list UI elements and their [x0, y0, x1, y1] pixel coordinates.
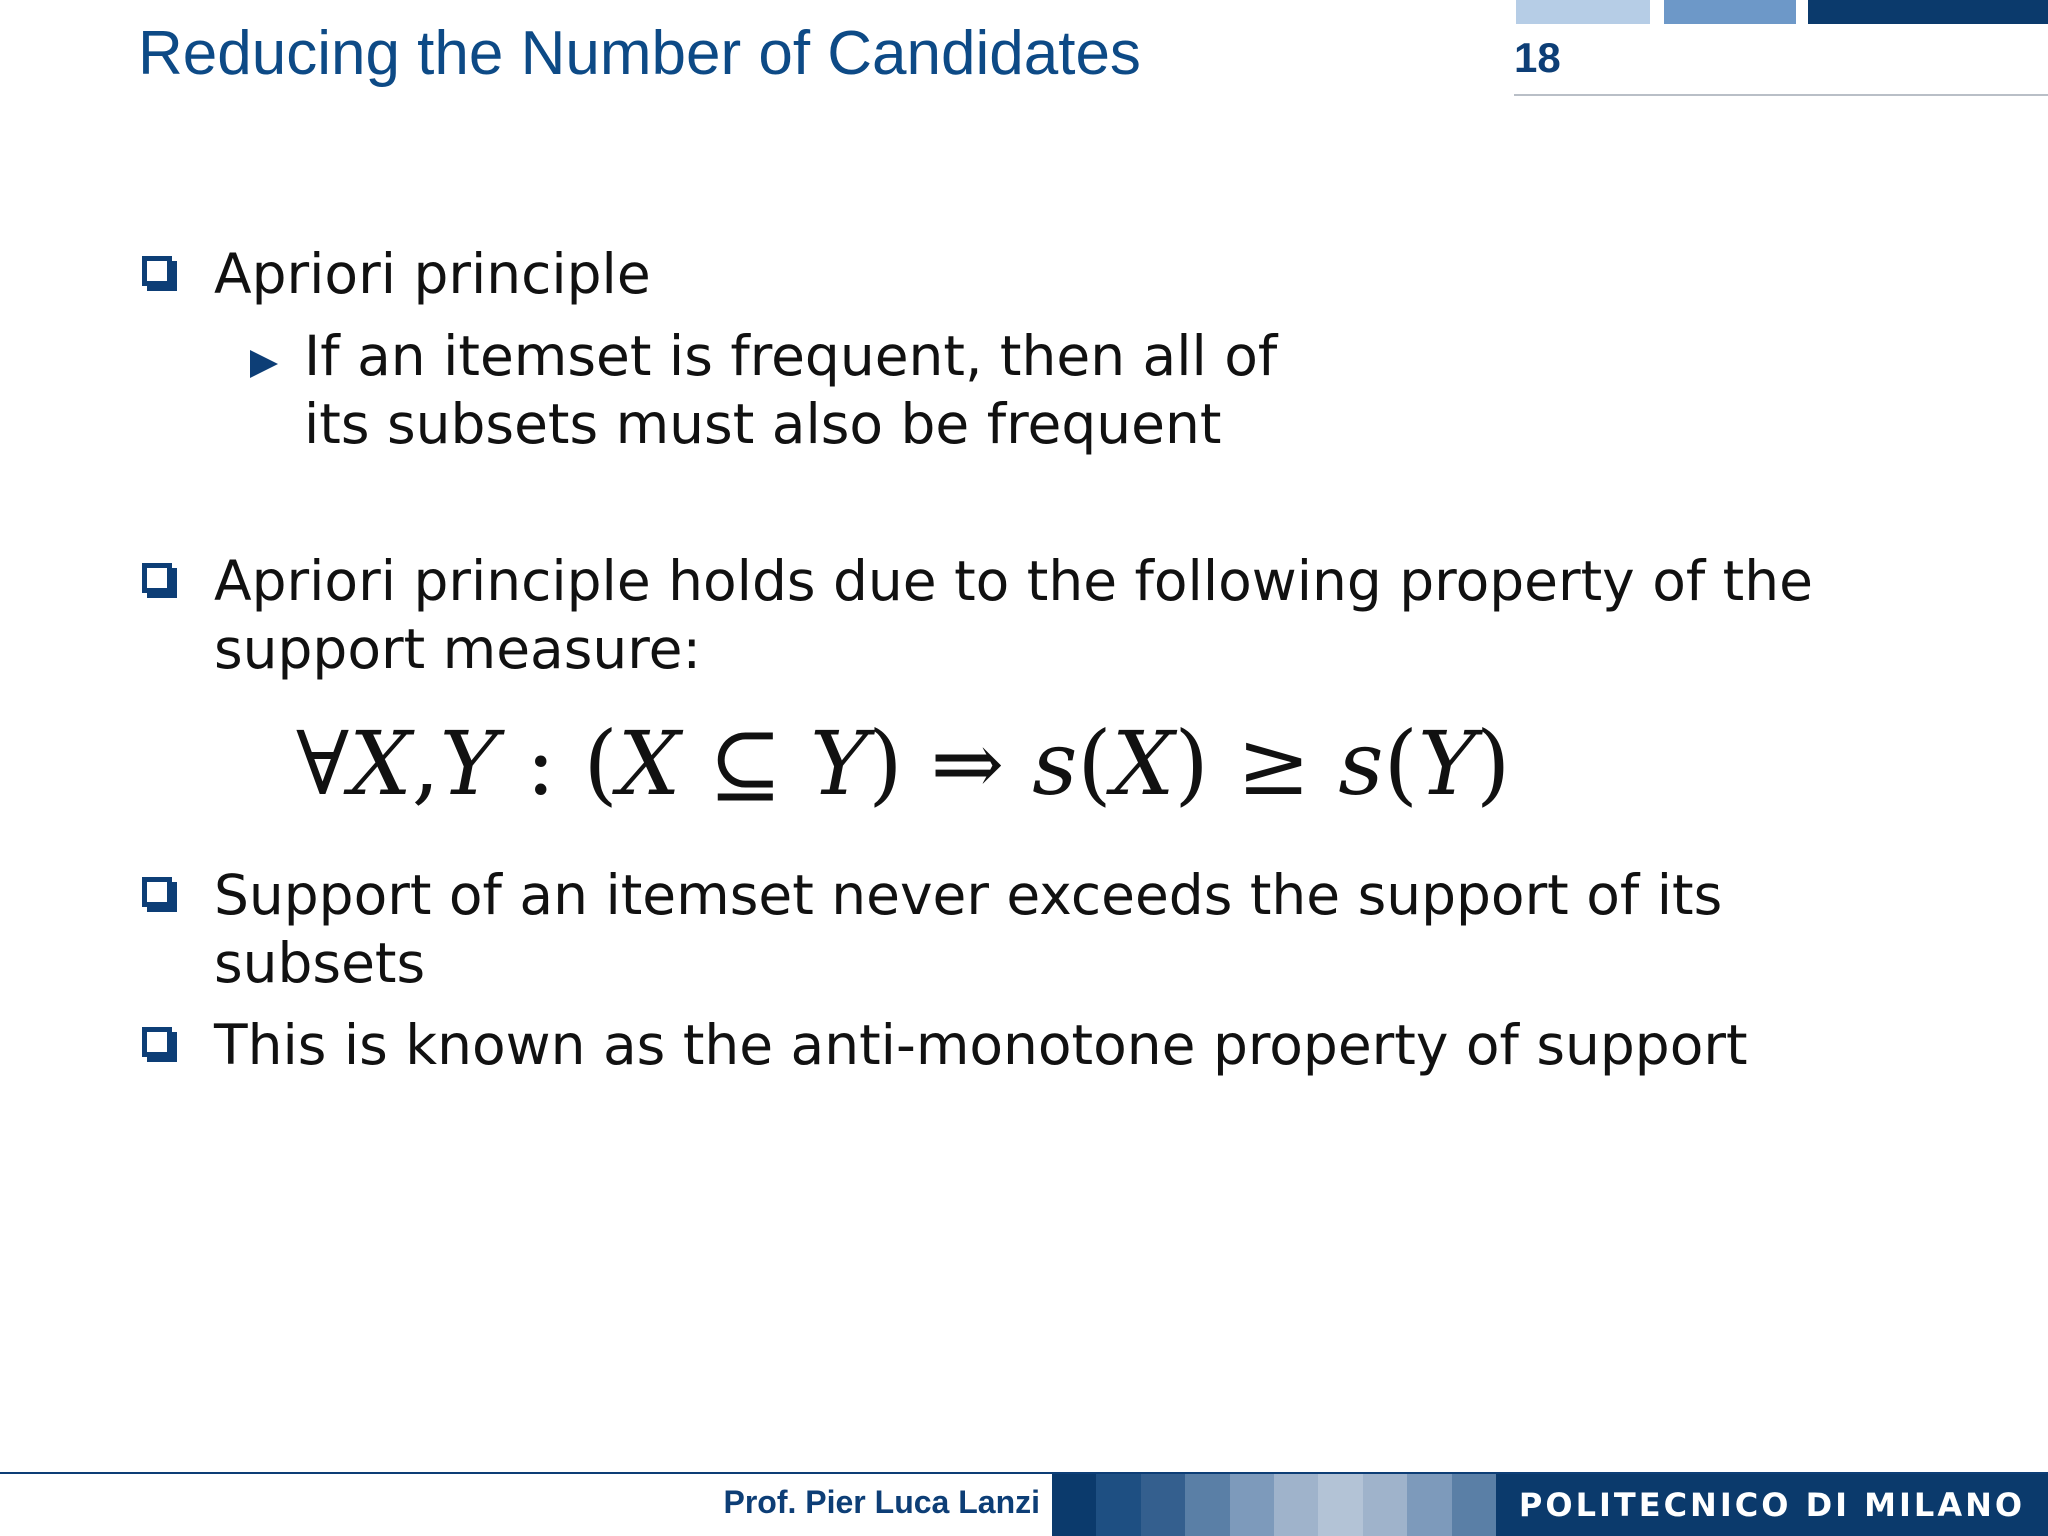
square-bullet-icon	[142, 877, 172, 907]
footer-stripe	[1318, 1474, 1362, 1536]
bullet-anti-monotone: This is known as the anti-monotone property of support	[214, 1013, 1748, 1077]
formula-forall: ∀	[296, 712, 350, 815]
bullet-support-line-2: subsets	[214, 931, 426, 995]
header-bar-dark	[1808, 0, 2048, 24]
anti-monotone-formula	[296, 712, 1510, 815]
footer-stripe	[1363, 1474, 1407, 1536]
formula-s1: s	[1032, 712, 1078, 815]
square-bullet-icon	[142, 1027, 172, 1057]
footer-stripes	[1052, 1474, 1496, 1536]
footer-stripe	[1141, 1474, 1185, 1536]
footer-stripe	[1407, 1474, 1451, 1536]
sub-bullet-line-1: If an itemset is frequent, then all of	[304, 324, 1278, 388]
formula-subseteq: ⊆	[680, 712, 811, 815]
formula-colon: : (	[497, 712, 618, 815]
footer-stripe	[1185, 1474, 1229, 1536]
sub-bullet-line-2: its subsets must also be frequent	[304, 392, 1222, 456]
formula-x3: X	[1111, 712, 1175, 815]
header-bar-medium	[1664, 0, 1796, 24]
footer-stripe	[1274, 1474, 1318, 1536]
formula-y3: Y	[1417, 712, 1477, 815]
formula-x2: X	[617, 712, 681, 815]
square-bullet-icon	[142, 256, 172, 286]
footer-stripe	[1096, 1474, 1140, 1536]
formula-x: X	[349, 712, 412, 815]
footer-author: Prof. Pier Luca Lanzi	[723, 1484, 1040, 1520]
bullet-property-line-2: support measure:	[214, 617, 702, 681]
formula-close: )	[1476, 712, 1511, 815]
footer-institution: POLITECNICO DI MILANO	[1496, 1474, 2048, 1536]
formula-y2: Y	[810, 712, 869, 815]
header-divider	[1514, 94, 2048, 96]
formula-geq: ) ≥	[1174, 712, 1339, 815]
bullet-apriori-principle: Apriori principle	[214, 242, 651, 306]
formula-implies: ) ⇒	[868, 712, 1033, 815]
bullet-support-line-1: Support of an itemset never exceeds the support of its	[214, 863, 1723, 927]
arrow-bullet-icon	[250, 350, 278, 378]
formula-s2: s	[1338, 712, 1384, 815]
formula-paren1: (	[1077, 712, 1112, 815]
header-bar-light	[1516, 0, 1650, 24]
formula-paren2: (	[1383, 712, 1418, 815]
bullet-property-line-1: Apriori principle holds due to the following property of the	[214, 549, 1813, 613]
page-number: 18	[1514, 34, 1561, 81]
footer-stripe	[1452, 1474, 1496, 1536]
footer-stripe	[1052, 1474, 1096, 1536]
formula-comma: ,	[411, 712, 440, 815]
footer-stripe	[1230, 1474, 1274, 1536]
square-bullet-icon	[142, 563, 172, 593]
slide-title: Reducing the Number of Candidates	[138, 19, 1141, 88]
formula-y: Y	[439, 712, 498, 815]
